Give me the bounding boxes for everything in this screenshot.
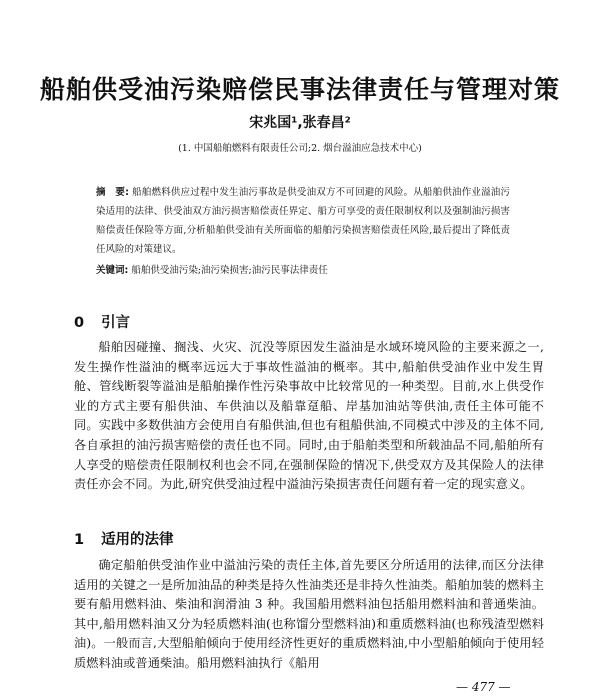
section-heading-intro (74, 311, 130, 332)
abstract-label: 摘 要: (96, 187, 129, 198)
page-number: — 477 — (456, 680, 511, 694)
keywords-label: 关键词: (96, 265, 129, 276)
keywords-block (96, 262, 510, 276)
keywords-text: 船舶供受油污染;油污染损害;油污民事法律责任 (131, 265, 328, 276)
abstract-block (96, 183, 510, 259)
applicable-law-paragraph: 确定船舶供受油作业中溢油污染的责任主体,首先要区分所适用的法律,而区分法律适用的关键之一是所加油品的种类是持久性油类还是非持久性油类。船舶加装的燃料主要有船用燃料油、柴油和润滑油 3 种。我国船用燃料油包括船用燃料油和普通柴油。其中,船用燃料油又分为轻质燃料油(也称馏分型燃料油)和重质燃料油(也称残渣型燃料油)。一般而言,大型船舶倾向于使用经济性更好的重质燃料油,中小型船舶倾向于使用轻质燃料油或普通柴油。船用燃料油执行《船用 (74, 558, 544, 670)
section-number: 0 (74, 315, 85, 331)
section-title: 引言 (101, 315, 131, 331)
paper-authors: 宋兆国¹,张春昌² (249, 115, 351, 131)
section-number: 1 (74, 532, 85, 548)
paper-title: 船舶供受油污染赔偿民事法律责任与管理对策 (39, 75, 560, 104)
author-affiliation: (1. 中国船舶燃料有限责任公司;2. 烟台溢油应急技术中心) (178, 143, 422, 154)
section-title: 适用的法律 (101, 532, 174, 548)
intro-paragraph: 船舶因碰撞、搁浅、火灾、沉没等原因发生溢油是水域环境风险的主要来源之一,发生操作性溢油的概率远远大于事故性溢油的概率。其中,船舶供受油作业中发生胃舱、管线断裂等溢油是船舶操作性污染事故中比较常见的一种类型。目前,水上供受作业的方式主要有船供油、车供油以及船靠趸船、岸基加油站等供油,责任主体可能不同。实践中多数供油方会使用自有船供油,但也有租船供油,不同模式中涉及的主体不同,各自承担的油污损害赔偿的责任也不同。同时,由于船舶类型和所载油品不同,船舶所有人享受的赔偿责任限制权利也会不同,在强制保险的情况下,供受双方及其保险人的法律责任亦会不同。为此,研究供受油过程中溢油污染损害责任问题有着一定的现实意义。 (74, 340, 544, 492)
section-heading-applicable-law (74, 528, 174, 549)
abstract-text: 船舶燃料供应过程中发生油污事故是供受油双方不可回避的风险。从船舶供油作业溢油污染适用的法律、供受油双方油污损害赔偿责任界定、船方可享受的责任限制权利以及强制油污损害赔偿责任保险等方面,分析船舶供受油有关所面临的船舶污染损害赔偿责任风险,最后提出了降低责任风险的对策建议。 (96, 187, 510, 255)
